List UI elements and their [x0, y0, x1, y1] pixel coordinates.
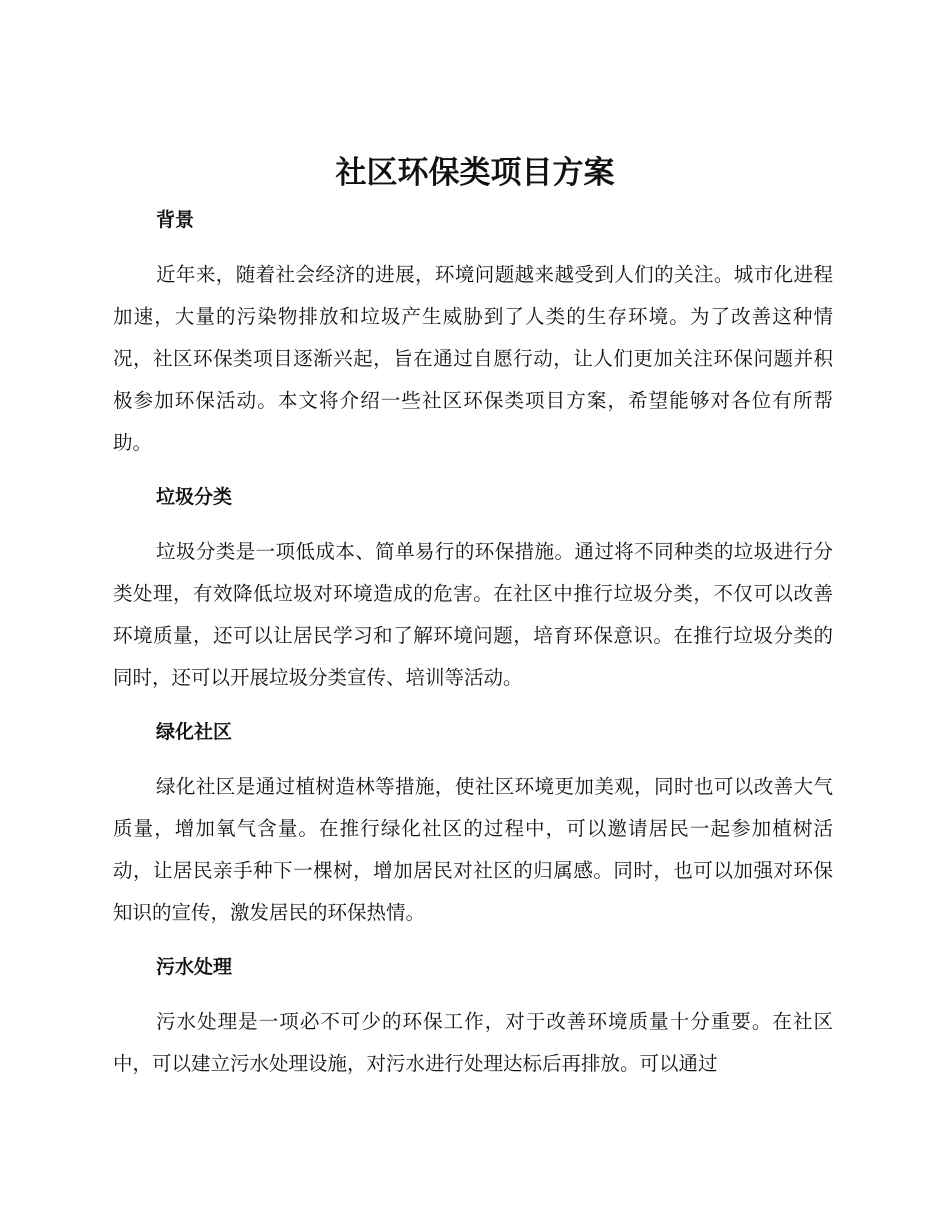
section-heading-sewage: 污水处理	[156, 956, 233, 978]
section-heading-background: 背景	[156, 209, 195, 231]
section-heading-garbage-sorting: 垃圾分类	[156, 486, 233, 508]
section-paragraph-garbage-sorting: 垃圾分类是一项低成本、简单易行的环保措施。通过将不同种类的垃圾进行分类处理，有效降低垃圾对环境造成的危害。在社区中推行垃圾分类，不仅可以改善环境质量，还可以让居民学习和了解环境问题，培育环保意识。在推行垃圾分类的同时，还可以开展垃圾分类宣传、培训等活动。	[113, 540, 833, 689]
document-body	[113, 200, 833, 1085]
section-paragraph-greening: 绿化社区是通过植树造林等措施，使社区环境更加美观，同时也可以改善大气质量，增加氧气含量。在推行绿化社区的过程中，可以邀请居民一起参加植树活动，让居民亲手种下一棵树，增加居民对社区的归属感。同时，也可以加强对环保知识的宣传，激发居民的环保热情。	[113, 775, 833, 924]
section-heading-greening: 绿化社区	[156, 721, 233, 743]
section-paragraph-sewage: 污水处理是一项必不可少的环保工作，对于改善环境质量十分重要。在社区中，可以建立污水处理设施，对污水进行处理达标后再排放。可以通过	[113, 1010, 833, 1075]
section-paragraph-background: 近年来，随着社会经济的进展，环境问题越来越受到人们的关注。城市化进程加速，大量的污染物排放和垃圾产生威胁到了人类的生存环境。为了改善这种情况，社区环保类项目逐渐兴起，旨在通过自愿行动，让人们更加关注环保问题并积极参加环保活动。本文将介绍一些社区环保类项目方案，希望能够对各位有所帮助。	[113, 263, 833, 454]
document-title: 社区环保类项目方案	[335, 155, 615, 191]
